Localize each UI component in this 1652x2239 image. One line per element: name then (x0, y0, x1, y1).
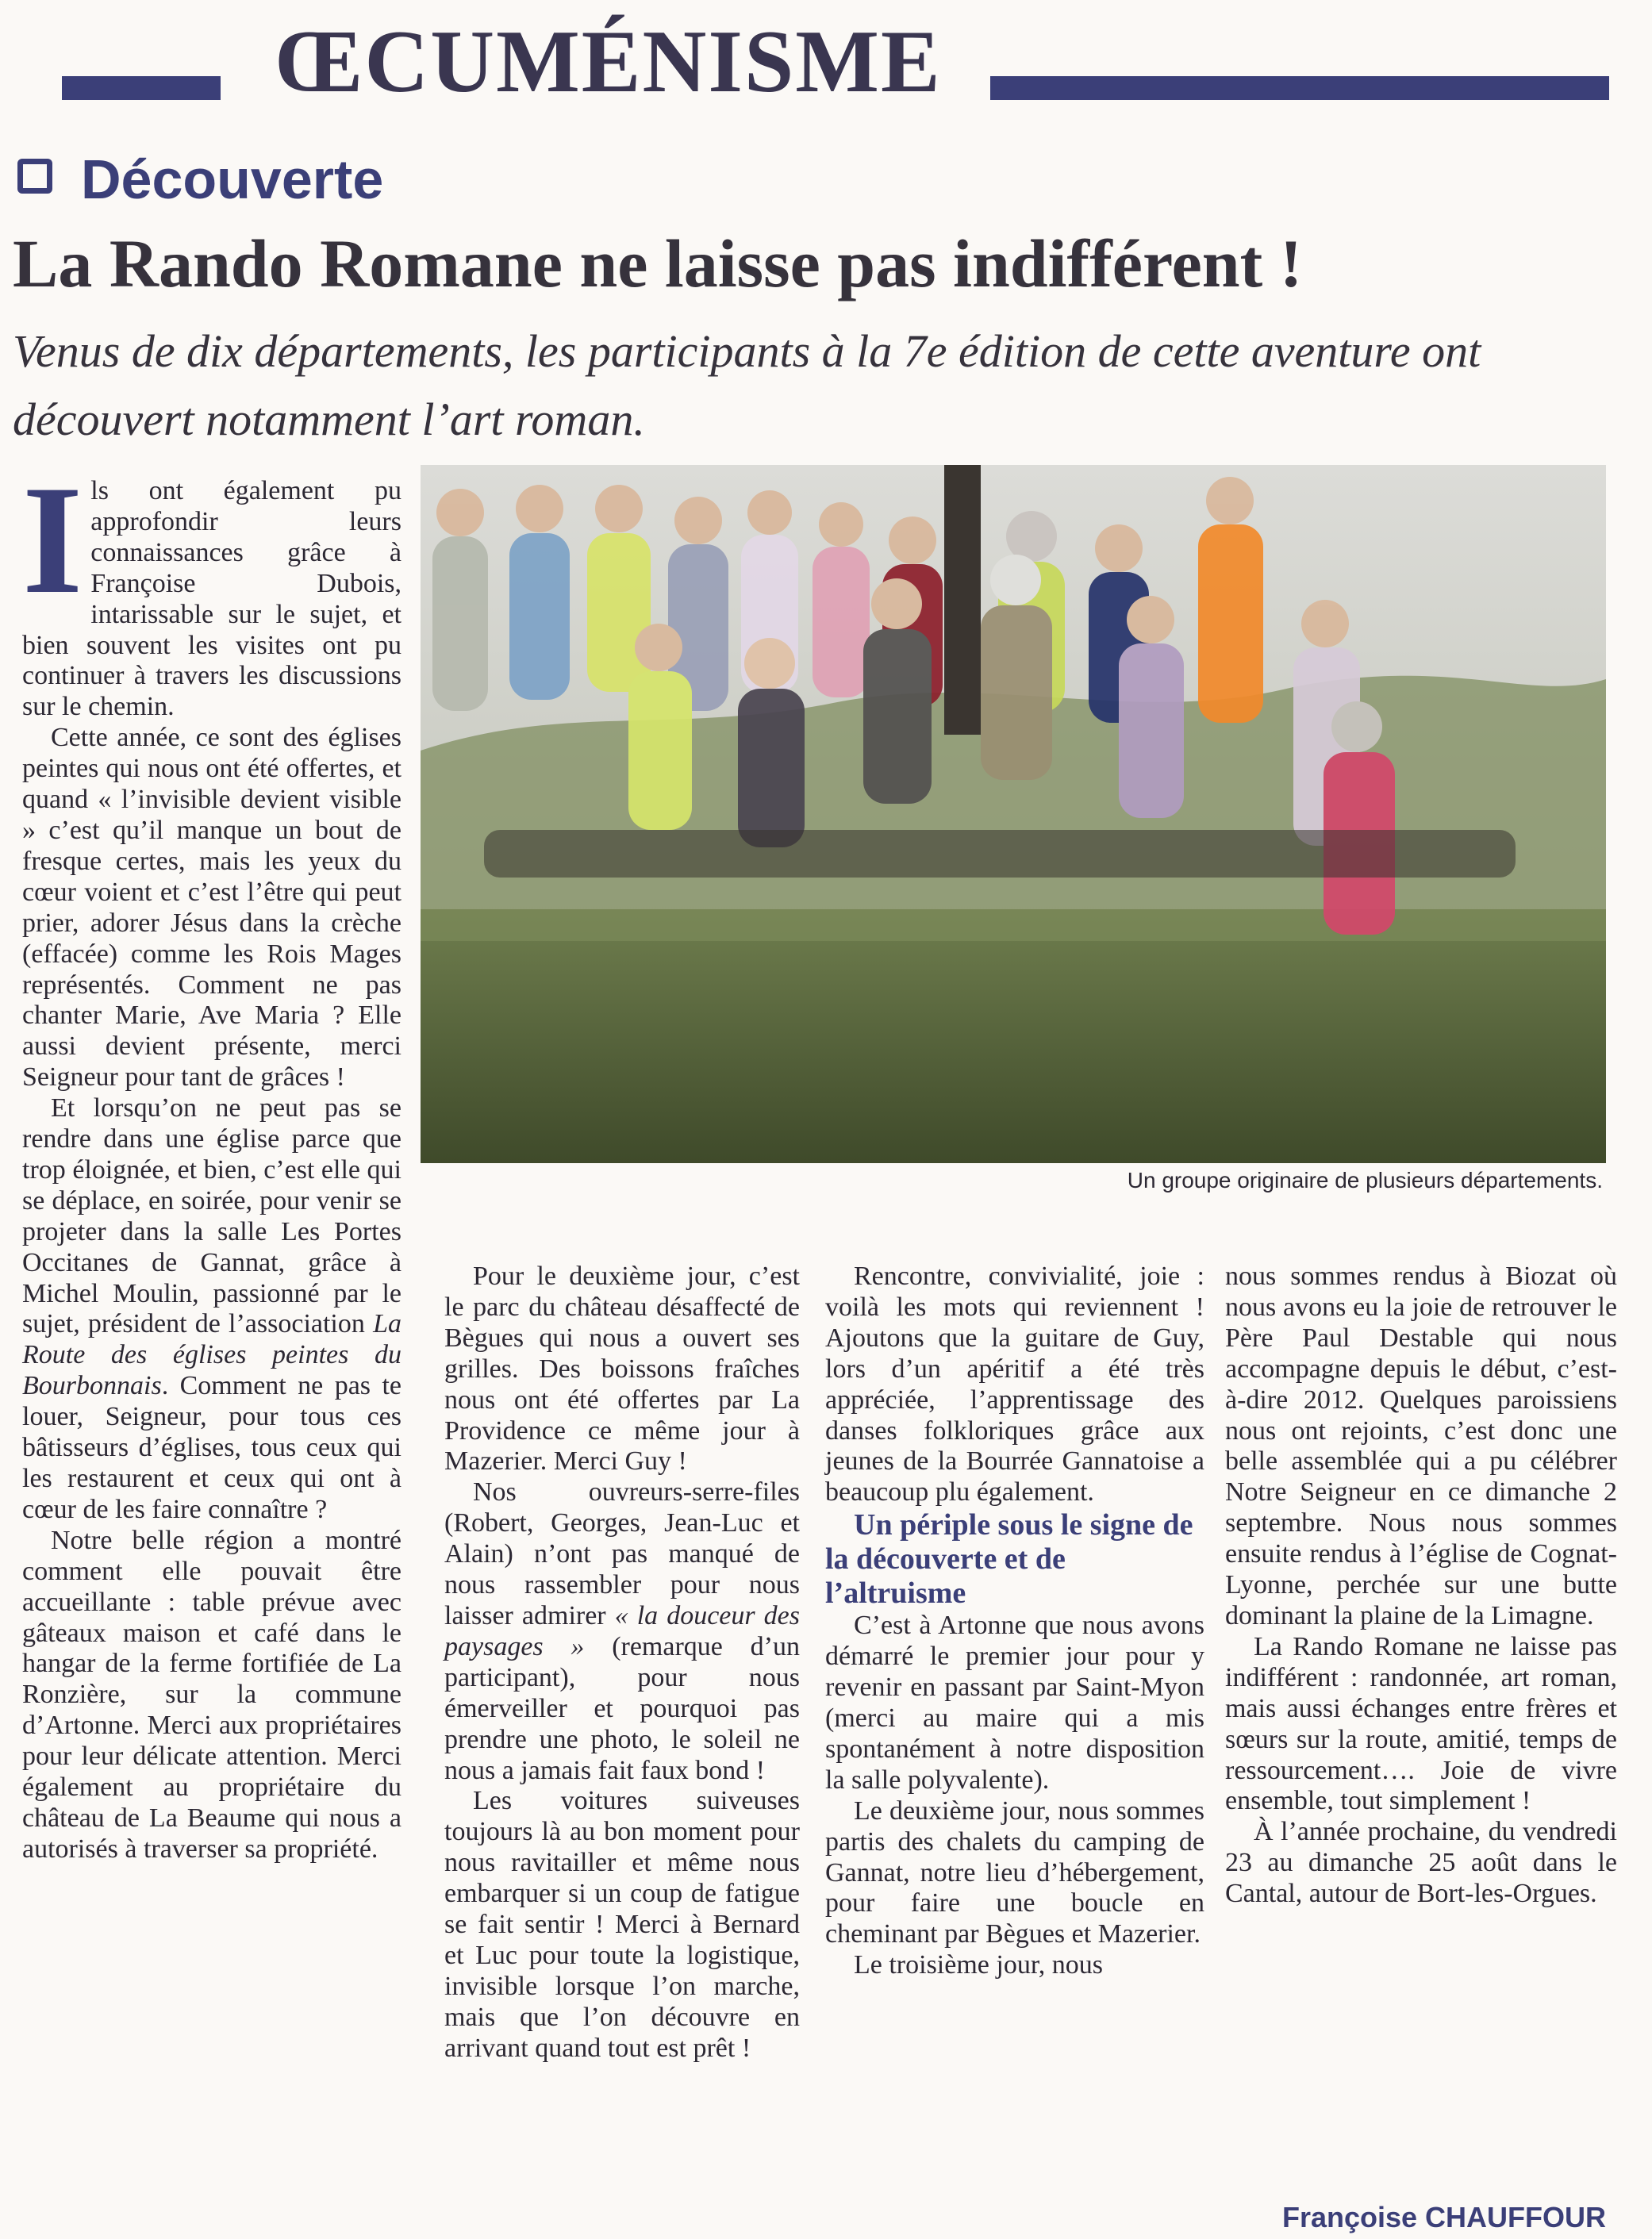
article-column-1 (22, 454, 401, 1865)
article-column-2 (444, 1262, 800, 2064)
dropcap: I (22, 454, 83, 626)
paragraph: Rencontre, convivialité, joie : voilà les mots qui reviennent ! Ajoutons que la guitare de Guy, lors d’un apéritif a été très appréciée, l’apprentissage des danses folkloriques grâce aux jeunes de la Bourrée Gannatoise a beaucoup plu également. (825, 1262, 1204, 1507)
paragraph: Pour le deuxième jour, c’est le parc du château désaffecté de Bègues qui nous a ouvert ses grilles. Des boissons fraîches nous ont été offertes par La Providence ce même jour à Mazerier. Merci Guy ! (444, 1262, 800, 1477)
paragraph: Nos ouvreurs-serre-files (Robert, Georges, Jean-Luc et Alain) n’ont pas manqué de nous rassembler pour nous laisser admirer « la douceur des paysages » (remarque d’un participant), pour nous émerveiller et pourquoi pas prendre une photo, le soleil ne nous a jamais fait faux bond ! (444, 1477, 800, 1785)
kicker-label: Découverte (81, 148, 384, 210)
article-column-4 (1225, 1262, 1617, 1910)
paragraph: La Rando Romane ne laisse pas indifférent : randonnée, art roman, mais aussi échanges entre frères et sœurs sur la route, amitié, temps de ressourcement…. Joie de vivre ensemble, tout simplement ! (1225, 1631, 1617, 1816)
quote: « la douceur des paysages » (444, 1600, 800, 1661)
paragraph: C’est à Artonne que nous avons démarré le premier jour pour y revenir en passant par Saint-Myon (merci au maire qui a mis spontanément à notre disposition la salle polyvalente). (825, 1611, 1204, 1795)
group-photo (421, 465, 1606, 1163)
paragraph: Le troisième jour, nous (854, 1950, 1104, 1980)
article-column-3 (825, 1262, 1204, 1981)
paragraph: Ils ont également pu approfondir leurs connaissances grâce à Françoise Dubois, intarissable sur le sujet, et bien souvent les visites ont pu continuer à travers les discussions sur le chemin. (22, 454, 401, 722)
paragraph: Le deuxième jour, nous sommes partis des chalets du camping de Gannat, notre lieu d’hébergement, pour faire une boucle en cheminant par Bègues et Mazerier. (825, 1795, 1204, 1949)
headline: La Rando Romane ne laisse pas indifférent ! (13, 225, 1303, 301)
paragraph: Et lorsqu’on ne peut pas se rendre dans une église parce que trop éloignée, et bien, c’est elle qui se déplace, en soirée, pour venir se projeter dans la salle Les Portes Occitanes de Gannat, grâce à Michel Moulin, passionné par le sujet, président de l’association La Route des églises peintes du Bourbonnais. Comment ne pas te louer, Seigneur, pour tous ces bâtisseurs d’églises, tous ceux qui les restaurent et ceux qui ont à cœur de les faire connaître ? (22, 1093, 401, 1524)
rubric-title: ŒCUMÉNISME (274, 13, 942, 111)
paragraph: Notre belle région a montré comment elle pouvait être accueillante : table prévue avec gâteaux maison et café dans le hangar de la ferme fortifiée de La Ronzière, sur la commune d’Artonne. Merci aux propriétaires pour leur délicate attention. Merci également au propriétaire du château de La Beaume qui nous a autorisés à traverser sa propriété. (22, 1525, 401, 1864)
paragraph: À l’année prochaine, du vendredi 23 au dimanche 25 août dans le Cantal, autour de Bort-les-Orgues. (1225, 1817, 1617, 1909)
association-name: La Route des églises peintes du Bourbonnais (22, 1309, 401, 1401)
rubric-rule-right (990, 76, 1609, 100)
author-signature: Françoise CHAUFFOUR (1281, 2201, 1606, 2233)
paragraph: Les voitures suiveuses toujours là au bon moment pour nous ravitailler et même nous embarquer si un coup de fatigue se fait sentir ! Merci à Bernard et Luc pour toute la logistique, invisible lorsque l’on marche, mais que l’on découvre en arrivant quand tout est prêt ! (444, 1786, 800, 2063)
subheading: Un périple sous le signe de la découverte et de l’altruisme (825, 1508, 1193, 1611)
paragraph: nous sommes rendus à Biozat où nous avons eu la joie de retrouver le Père Paul Destable qui nous accompagne depuis le début, c’est-à-dire 2012. Quelques paroissiens nous ont rejoints, c’est donc une belle assemblée qui a pu célébrer Notre Seigneur en ce dimanche 2 septembre. Nous nous sommes ensuite rendus à l’église de Cognat-Lyonne, perchée sur une butte dominant la plaine de la Limagne. (1225, 1262, 1617, 1630)
group-photo-illustration (421, 465, 1606, 1163)
section-rubric (0, 14, 1652, 109)
photo-caption: Un groupe originaire de plusieurs départements. (1127, 1168, 1603, 1192)
rubric-rule-left (62, 76, 221, 100)
paragraph: Cette année, ce sont des églises peintes qui nous ont été offertes, et quand « l’invisible devient visible » c’est qu’il manque un bout de fresque certes, mais les yeux du cœur voient et c’est l’être qui peut prier, adorer Jésus dans la crèche (effacée) comme les Rois Mages représentés. Comment ne pas chanter Marie, Ave Maria ? Elle aussi devient présente, merci Seigneur pour tant de grâces ! (22, 723, 401, 1093)
checkbox-square-icon (17, 159, 52, 194)
standfirst: Venus de dix départements, les participants à la 7e édition de cette aventure ont découvert notamment l’art roman. (13, 325, 1481, 445)
